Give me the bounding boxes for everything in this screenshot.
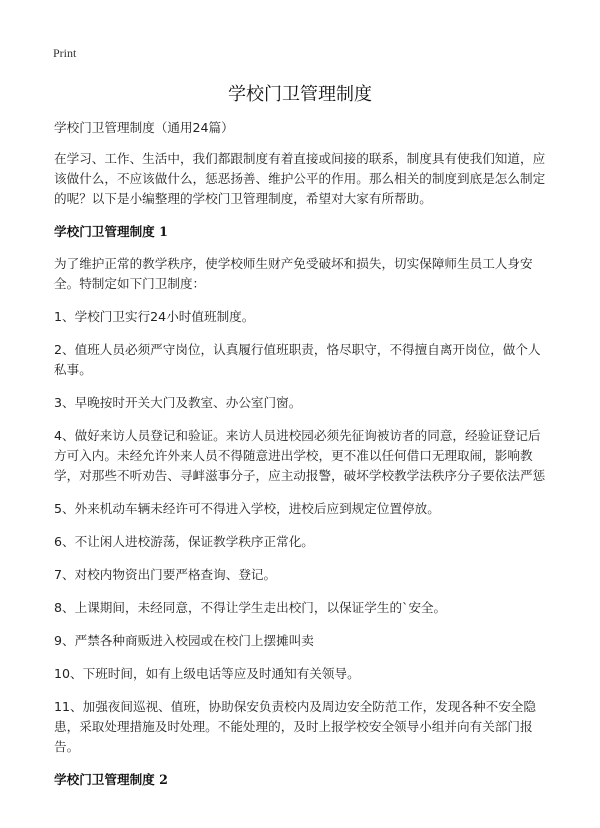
section-heading-2: 学校门卫管理制度 2 [54,772,168,787]
rule-item-4: 4、做好来访人员登记和验证。来访人员进校园必须先征询被访者的同意，经验证登记后方可入内。未经允许外来人员不得随意进出学校，更不准以任何借口无理取闹，影响教学，对那些不听劝告、寻衅滋事分子，应主动报警，破坏学校教学法秩序分子要依法严惩 [54,428,546,483]
rule-item-2: 2、值班人员必须严守岗位，认真履行值班职责，恪尽职守，不得擅自离开岗位，做个人私事。 [54,342,541,377]
rule-item-9: 9、严禁各种商贩进入校园或在校门上摆摊叫卖 [54,633,314,648]
rule-item-1: 1、学校门卫实行24小时值班制度。 [54,309,255,324]
print-label[interactable]: Print [53,46,77,60]
document-subtitle: 学校门卫管理制度（通用24篇） [54,120,234,135]
rule-item-3: 3、早晚按时开关大门及教室、办公室门窗。 [54,395,302,410]
rule-item-11: 11、加强夜间巡视、值班，协助保安负责校内及周边安全防范工作，发现各种不安全隐患，采取处理措施及时处理。不能处理的，及时上报学校安全领导小组并向有关部门报告。 [54,699,536,754]
rule-item-5: 5、外来机动车辆未经许可不得进入学校，进校后应到规定位置停放。 [54,501,440,516]
rule-item-6: 6、不让闲人进校游荡，保证教学秩序正常化。 [54,534,314,549]
section-1-lead: 为了维护正常的教学秩序，使学校师生财产免受破坏和损失，切实保障师生员工人身安全。特制定如下门卫制度： [54,256,533,291]
page-title: 学校门卫管理制度 [228,84,372,105]
rule-item-10: 10、下班时间，如有上级电话等应及时通知有关领导。 [54,666,360,681]
section-heading-1: 学校门卫管理制度 1 [54,224,168,239]
document-body [54,118,548,802]
intro-paragraph: 在学习、工作、生活中，我们都跟制度有着直接或间接的联系，制度具有使我们知道，应该做什么，不应该做什么，惩恶扬善、维护公平的作用。那么相关的制度到底是怎么制定的呢？以下是小编整理的学校门卫管理制度，希望对大家有所帮助。 [54,151,546,206]
rule-item-7: 7、对校内物资出门要严格查询、登记。 [54,567,277,582]
rule-item-8: 8、上课期间，未经同意，不得让学生走出校门，以保证学生的`安全。 [54,600,447,615]
